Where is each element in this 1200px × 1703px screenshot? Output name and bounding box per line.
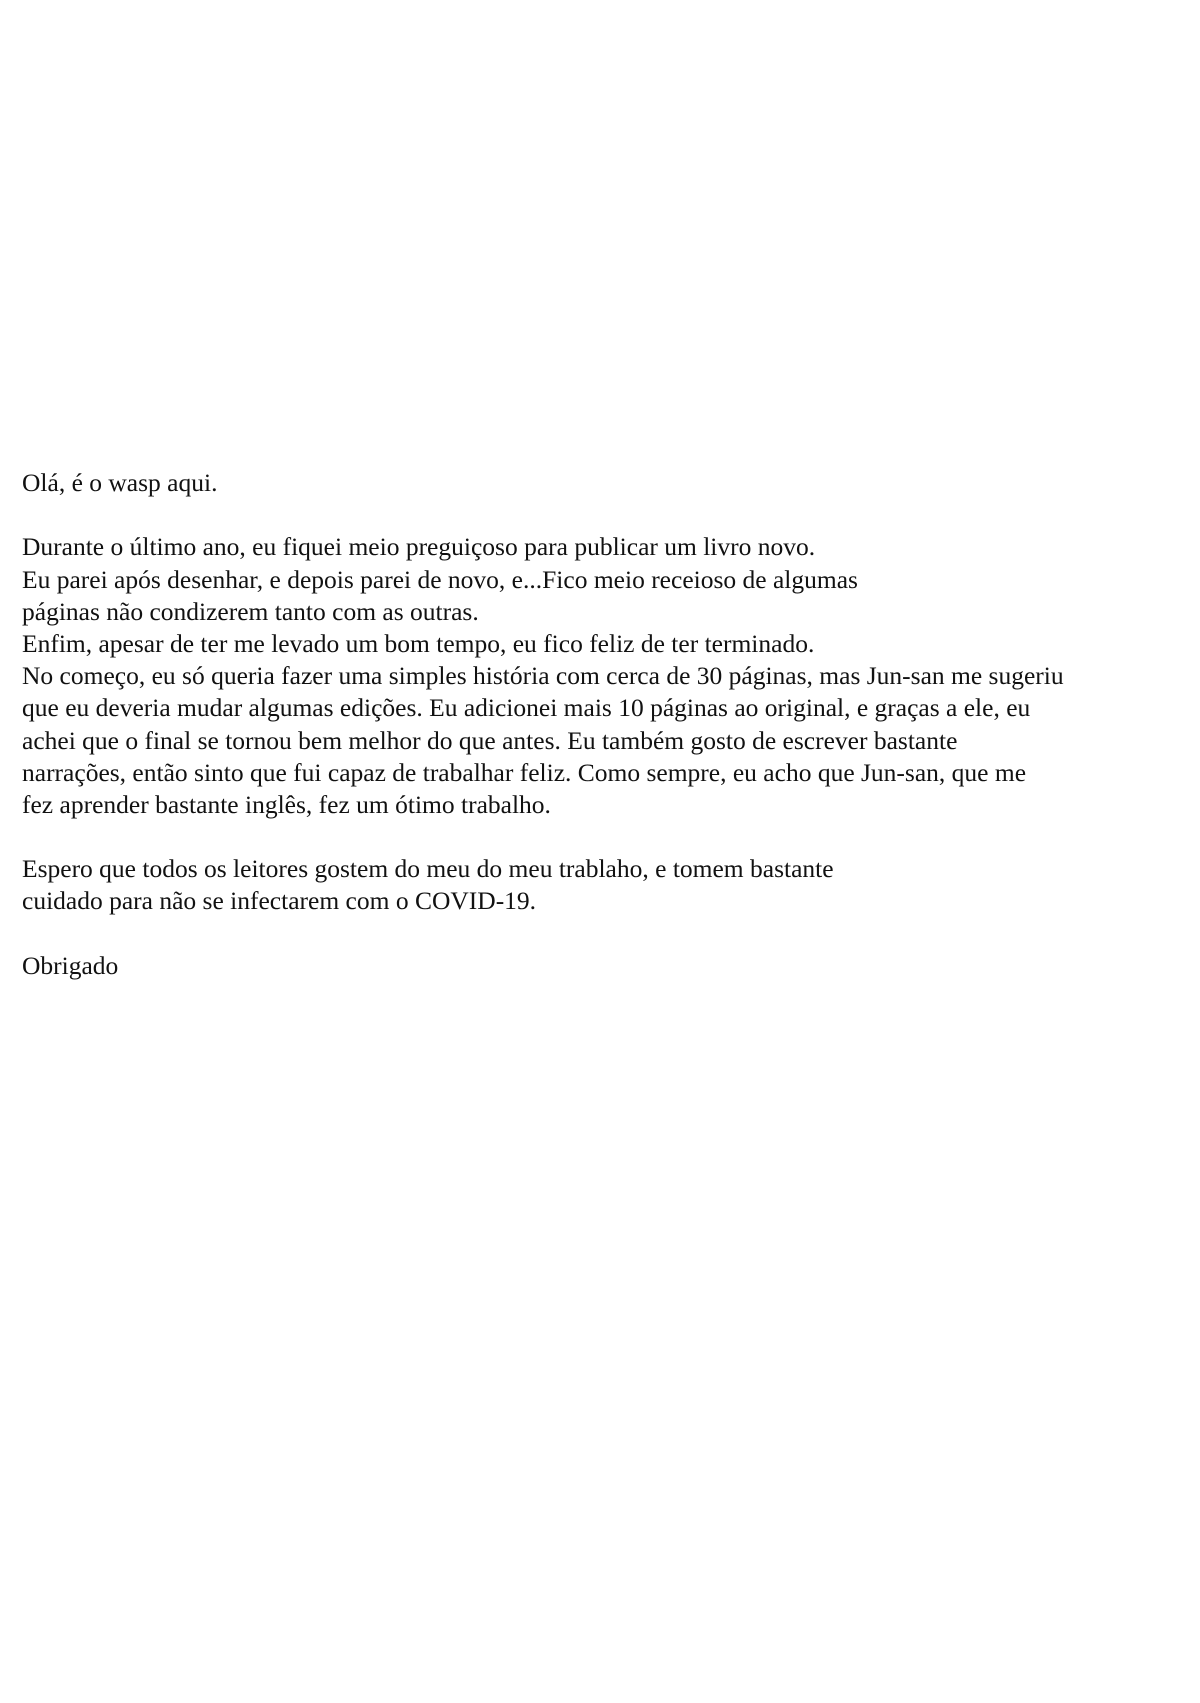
letter-body: [22, 467, 1064, 1014]
text-line: fez aprender bastante inglês, fez um ótimo trabalho.: [22, 789, 551, 819]
text-line: Durante o último ano, eu fiquei meio preguiçoso para publicar um livro novo.: [22, 532, 816, 562]
greeting-paragraph: [22, 467, 1064, 499]
text-line: que eu deveria mudar algumas edições. Eu adicionei mais 10 páginas ao original, e graças a ele, eu: [22, 693, 1031, 723]
text-line: Eu parei após desenhar, e depois parei de novo, e...Fico meio receioso de algumas: [22, 564, 858, 594]
text-line: cuidado para não se infectarem com o COVID-19.: [22, 886, 537, 916]
text-line: narrações, então sinto que fui capaz de trabalhar feliz. Como sempre, eu acho que Jun-san, que me: [22, 757, 1027, 787]
paragraph-1: [22, 531, 1064, 821]
closing-paragraph: [22, 950, 1064, 982]
text-line: achei que o final se tornou bem melhor do que antes. Eu também gosto de escrever bastante: [22, 725, 958, 755]
closing: Obrigado: [22, 950, 119, 980]
text-line: Enfim, apesar de ter me levado um bom tempo, eu fico feliz de ter terminado.: [22, 628, 815, 658]
paragraph-2: [22, 853, 1064, 917]
text-line: páginas não condizerem tanto com as outras.: [22, 596, 479, 626]
text-line: No começo, eu só queria fazer uma simples história com cerca de 30 páginas, mas Jun-san me sugeriu: [22, 661, 1064, 691]
text-line: Espero que todos os leitores gostem do meu do meu trablaho, e tomem bastante: [22, 854, 834, 884]
greeting: Olá, é o wasp aqui.: [22, 468, 218, 497]
